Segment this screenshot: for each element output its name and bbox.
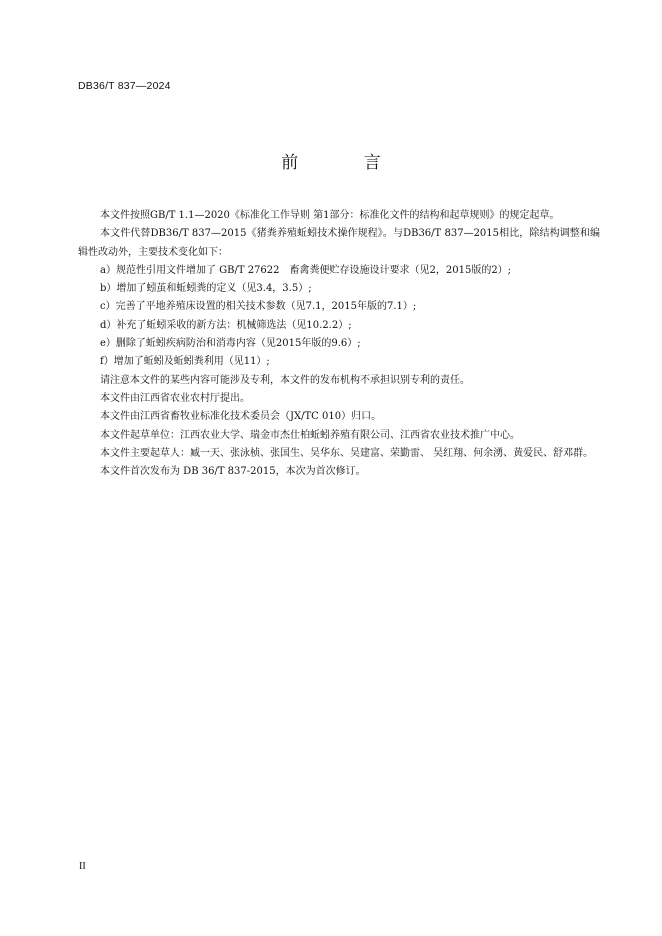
page-title: 前 言 (281, 153, 411, 173)
change-item-e: e）删除了蚯蚓疾病防治和消毒内容（见2015年版的9.6）; (100, 338, 361, 350)
paragraph-drafting-rules: 本文件按照GB/T 1.1—2020《标准化工作导则 第1部分：标准化文件的结构和起草规则》的规定起草。 (100, 210, 560, 221)
foreword-body (78, 207, 600, 481)
change-item-b: b）增加了蚓茧和蚯蚓粪的定义（见3.4，3.5）; (100, 283, 312, 295)
change-item-d: d）补充了蚯蚓采收的新方法：机械筛选法（见10.2.2）; (100, 319, 352, 331)
page-number: II (79, 861, 86, 872)
change-item-f: f）增加了蚯蚓及蚯蚓粪利用（见11）; (100, 356, 270, 368)
change-item-c: c）完善了平地养殖床设置的相关技术参数（见7.1，2015年版的7.1）; (100, 301, 417, 313)
paragraph-committee: 本文件由江西省畜牧业标准化技术委员会（JX/TC 010）归口。 (100, 411, 382, 423)
paragraph-drafters: 本文件主要起草人：臧一天、张泳桢、张国生、吴华东、吴建富、荣勤雷、 吴红翔、何余湧、黄爱民、舒邓群。 (100, 447, 594, 459)
paragraph-history: 本文件首次发布为 DB 36/T 837-2015，本次为首次修订。 (100, 466, 366, 478)
paragraph-drafting-units: 本文件起草单位：江西农业大学、瑞金市杰仕柏蚯蚓养殖有限公司、江西省农业技术推广中心。 (100, 429, 520, 441)
change-item-a: a）规范性引用文件增加了 GB/T 27622 畜禽粪便贮存设施设计要求（见2，2015版的2）; (100, 264, 512, 276)
paragraph-proposer: 本文件由江西省农业农村厅提出。 (100, 392, 250, 404)
paragraph-patent: 请注意本文件的某些内容可能涉及专利，本文件的发布机构不承担识别专利的责任。 (100, 374, 470, 386)
standard-code: DB36/T 837—2024 (78, 80, 171, 92)
paragraph-replacement: 本文件代替DB36/T 837—2015《猪粪养殖蚯蚓技术操作规程》。与DB36/T 837—2015相比，除结构调整和编辑性改动外，主要技术变化如下： (78, 228, 600, 258)
